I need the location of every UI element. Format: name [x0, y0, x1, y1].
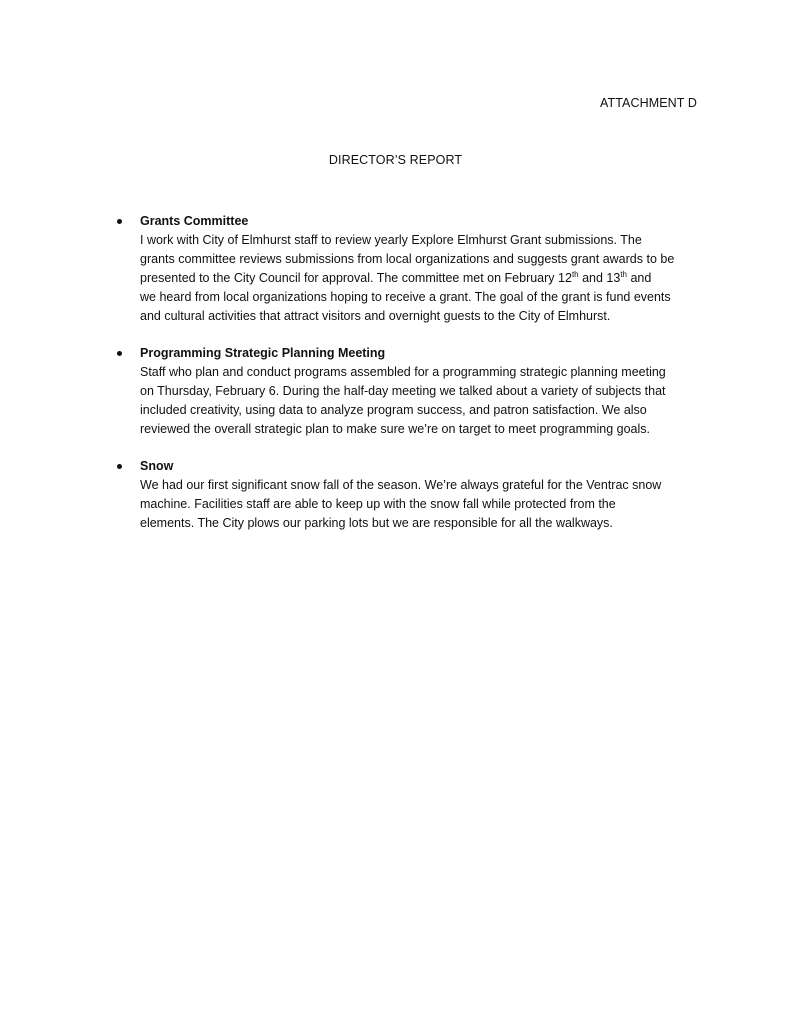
bullet-icon [117, 464, 122, 469]
section-heading: Programming Strategic Planning Meeting [140, 346, 386, 360]
bullet-icon [117, 219, 122, 224]
section-programming-strategic-planning [112, 344, 712, 439]
section-snow [112, 457, 712, 533]
paragraph-line [140, 269, 712, 288]
section-heading: Snow [140, 459, 174, 473]
ordinal-suffix: th [571, 269, 579, 279]
paragraph-line: grants committee reviews submissions from local organizations and suggests grant awards to be [140, 252, 675, 266]
paragraph-line: elements. The City plows our parking lots but we are responsible for all the walkways. [140, 516, 613, 530]
line-text: and 13 [578, 271, 621, 285]
paragraph-line: We had our first significant snow fall of the season. We’re always grateful for the Ventrac snow [140, 478, 662, 492]
paragraph-line: on Thursday, February 6. During the half-day meeting we talked about a variety of subjects that [140, 384, 666, 398]
attachment-label: ATTACHMENT D [599, 96, 697, 110]
ordinal-suffix: th [620, 269, 627, 279]
section-grants-committee [112, 212, 712, 326]
paragraph-line: I work with City of Elmhurst staff to review yearly Explore Elmhurst Grant submissions. The [140, 233, 642, 247]
paragraph-line: reviewed the overall strategic plan to make sure we’re on target to meet programming goals. [140, 422, 650, 436]
section-heading: Grants Committee [140, 214, 249, 228]
line-text: presented to the City Council for approval. The committee met on February 12 [140, 271, 572, 285]
report-title: DIRECTOR’S REPORT [328, 153, 463, 167]
paragraph-line: included creativity, using data to analyze program success, and patron satisfaction. We also [140, 403, 647, 417]
paragraph-line: machine. Facilities staff are able to keep up with the snow fall while protected from the [140, 497, 616, 511]
paragraph-line: and cultural activities that attract visitors and overnight guests to the City of Elmhurst. [140, 309, 611, 323]
paragraph-line: we heard from local organizations hoping to receive a grant. The goal of the grant is fund events [140, 290, 671, 304]
bullet-icon [117, 351, 122, 356]
report-sections [112, 212, 712, 551]
paragraph-line: Staff who plan and conduct programs assembled for a programming strategic planning meeting [140, 365, 666, 379]
line-text: and [627, 271, 652, 285]
